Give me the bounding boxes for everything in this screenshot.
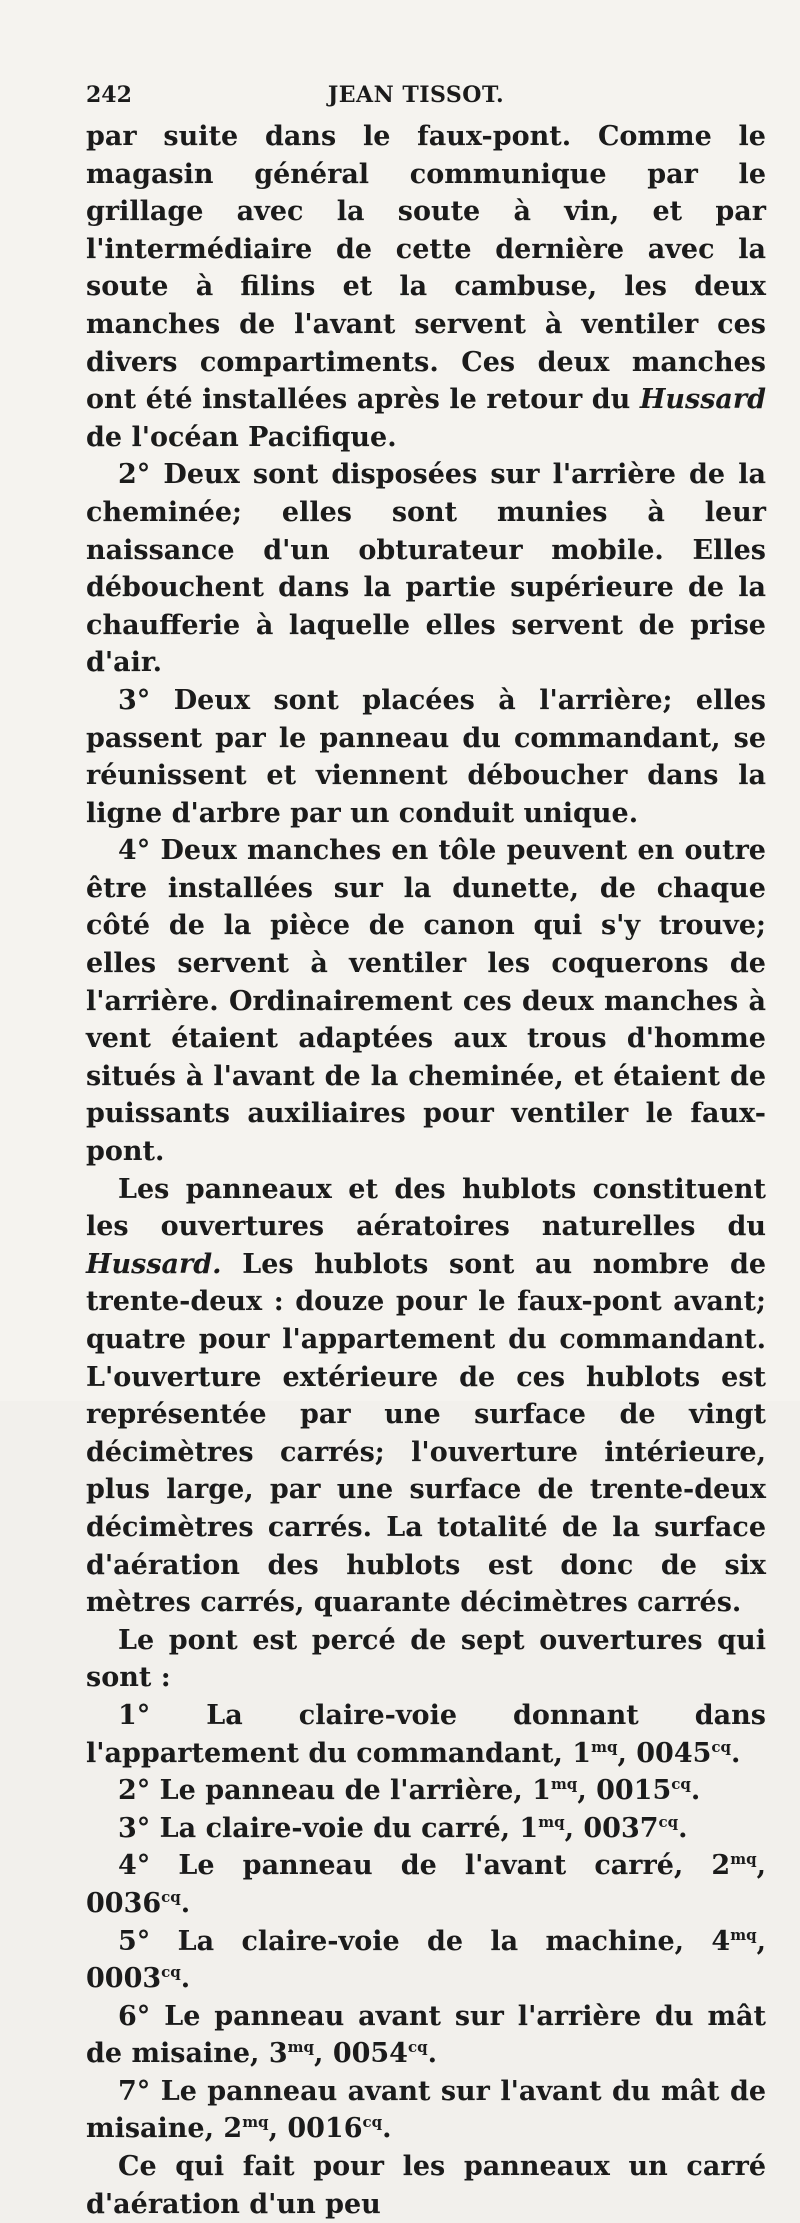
page-header [86, 82, 746, 112]
paragraph: 4° Deux manches en tôle peuvent en outre être installées sur la dunette, de chaque côté de la pièce de canon qui s'y trouve; elles servent à ventiler les coquerons de l'arrière. Ordinairement ces deux manches à vent étaient adaptées aux trous d'homme situés à l'avant de la cheminée, et étaient de puissants auxiliaires pour ventiler le faux-pont. [86, 835, 766, 1168]
ship-name: Hussard. [86, 1248, 222, 1280]
list-item: 5° La claire-voie de la machine, $4^{mq}$, $0003^{cq}$. [86, 1925, 766, 1995]
paragraph: par suite dans le faux-pont. Comme le magasin général communique par le grillage avec la soute à vin, et par l'intermédiaire de cette dernière avec la soute à filins et la cambuse, les deux manches de l'avant servent à ventiler ces divers compartiments. Ces deux manches ont été installées après le retour du Hussard de l'océan Pacifique. [86, 121, 766, 453]
running-head: JEAN TISSOT. [327, 82, 505, 108]
paragraph: 2° Deux sont disposées sur l'arrière de la cheminée; elles sont munies à leur naissance d'un obturateur mobile. Elles débouchent dans la partie supérieure de la chaufferie à laquelle elles servent de prise d'air. [86, 459, 766, 679]
paragraph: Le pont est percé de sept ouvertures qui sont : [86, 1624, 766, 1694]
list-item: 1° La claire-voie donnant dans l'appartement du commandant, $1^{mq}$, $0045^{cq}$. [86, 1699, 766, 1769]
list-item: 6° Le panneau avant sur l'arrière du mât de misaine, $3^{mq}$, $0054^{cq}$. [86, 2000, 766, 2070]
body-text [86, 118, 766, 2223]
list-item: 4° Le panneau de l'avant carré, $2^{mq}$, $0036^{cq}$. [86, 1850, 766, 1919]
list-item: 3° La claire-voie du carré, $1^{mq}$, $0037^{cq}$. [118, 1812, 688, 1844]
paragraph: Ce qui fait pour les panneaux un carré d'aération d'un peu [86, 2151, 766, 2220]
ship-name: Hussard [639, 384, 766, 416]
paragraph: Les panneaux et des hublots constituent les ouvertures aératoires naturelles du Hussard. Les hublots sont au nombre de trente-deux : douze pour le faux-pont avant; quatre pour l'appartement du commandant. L'ouverture extérieure de ces hublots est représentée par une surface de vingt décimètres carrés; l'ouverture intérieure, plus large, par une surface de trente-deux décimètres carrés. La totalité de la surface d'aération des hublots est donc de six mètres carrés, quarante décimètres carrés. [86, 1173, 766, 1619]
list-item: 7° Le panneau avant sur l'avant du mât de misaine, $2^{mq}$, $0016^{cq}$. [86, 2075, 766, 2145]
page-number: 242 [86, 82, 132, 108]
paragraph: 3° Deux sont placées à l'arrière; elles passent par le panneau du commandant, se réunissent et viennent déboucher dans la ligne d'arbre par un conduit unique. [86, 684, 766, 829]
list-item: 2° Le panneau de l'arrière, $1^{mq}$, $0015^{cq}$. [118, 1775, 701, 1807]
